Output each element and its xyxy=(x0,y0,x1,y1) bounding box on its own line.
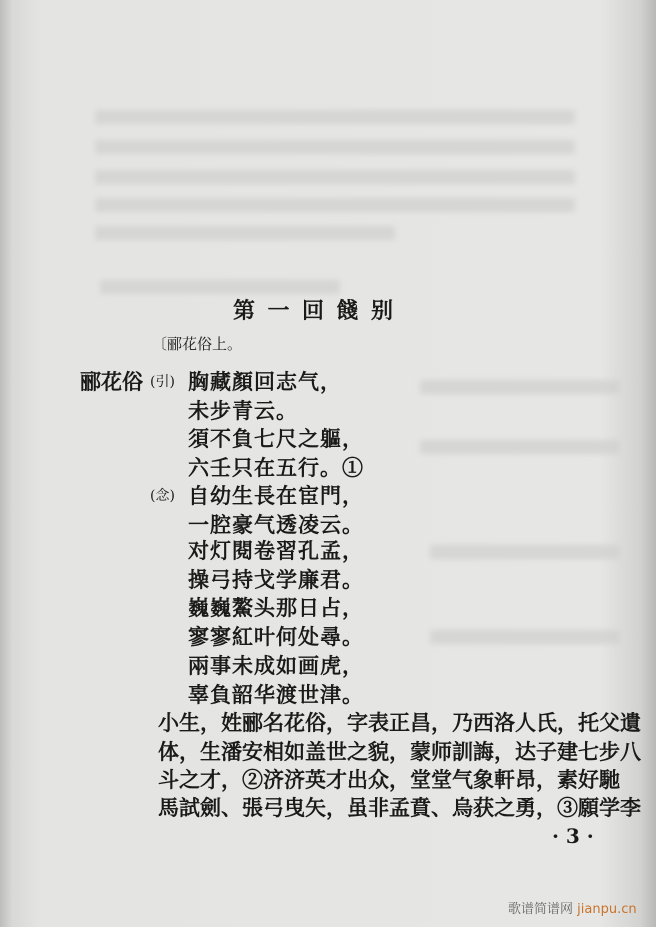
verse-line: 辜負韶华渡世津。 xyxy=(188,682,364,707)
watermark-text: 歌谱简谱网 xyxy=(508,902,574,917)
speaker-name: 郦花俗 xyxy=(80,369,143,394)
verse-line: 对灯閱卷習孔孟， xyxy=(188,538,364,563)
mark-nian: (念) xyxy=(150,488,175,504)
prose-line: 小生，姓郦名花俗，字表正昌，乃西洛人氏，托父遺 xyxy=(158,710,641,735)
verse-line: 操弓持戈学廉君。 xyxy=(188,567,364,592)
watermark-url: jianpu.cn xyxy=(577,902,637,917)
mark-yin: (引) xyxy=(150,374,175,390)
verse-line: 兩事未成如画虎， xyxy=(188,653,364,678)
verse-line: 胸藏顏回志气， xyxy=(188,369,342,394)
stage-direction: 〔郦花俗上。 xyxy=(152,335,243,353)
verse-line: 須不負七尺之軀， xyxy=(188,426,364,451)
verse-line: 巍巍鰲头那日占， xyxy=(188,595,364,620)
page-number: · 3 · xyxy=(552,824,594,848)
verse-line: 寥寥紅叶何处尋。 xyxy=(188,624,364,649)
title-char: 回 xyxy=(301,298,324,324)
prose-line: 体，生潘安相如盖世之貌，蒙师訓誨，达子建七步八 xyxy=(158,739,641,764)
title-char: 一 xyxy=(267,298,290,324)
verse-line: 自幼生長在宦門， xyxy=(188,483,364,508)
prose-line: 斗之才，②济济英才出众，堂堂气象軒昂，素好馳 xyxy=(158,767,620,792)
title-char: 别 xyxy=(370,298,393,324)
verse-line: 六壬只在五行。① xyxy=(188,455,364,480)
chapter-title xyxy=(233,294,393,325)
verse-line: 未步青云。 xyxy=(188,398,298,423)
watermark xyxy=(508,898,637,917)
title-char: 餞 xyxy=(336,298,359,324)
prose-line: 馬試劍、張弓曳矢，虽非孟賁、烏获之勇，③願学李 xyxy=(158,795,641,820)
verse-line: 一腔豪气透凌云。 xyxy=(188,512,364,537)
title-char: 第 xyxy=(233,298,256,324)
